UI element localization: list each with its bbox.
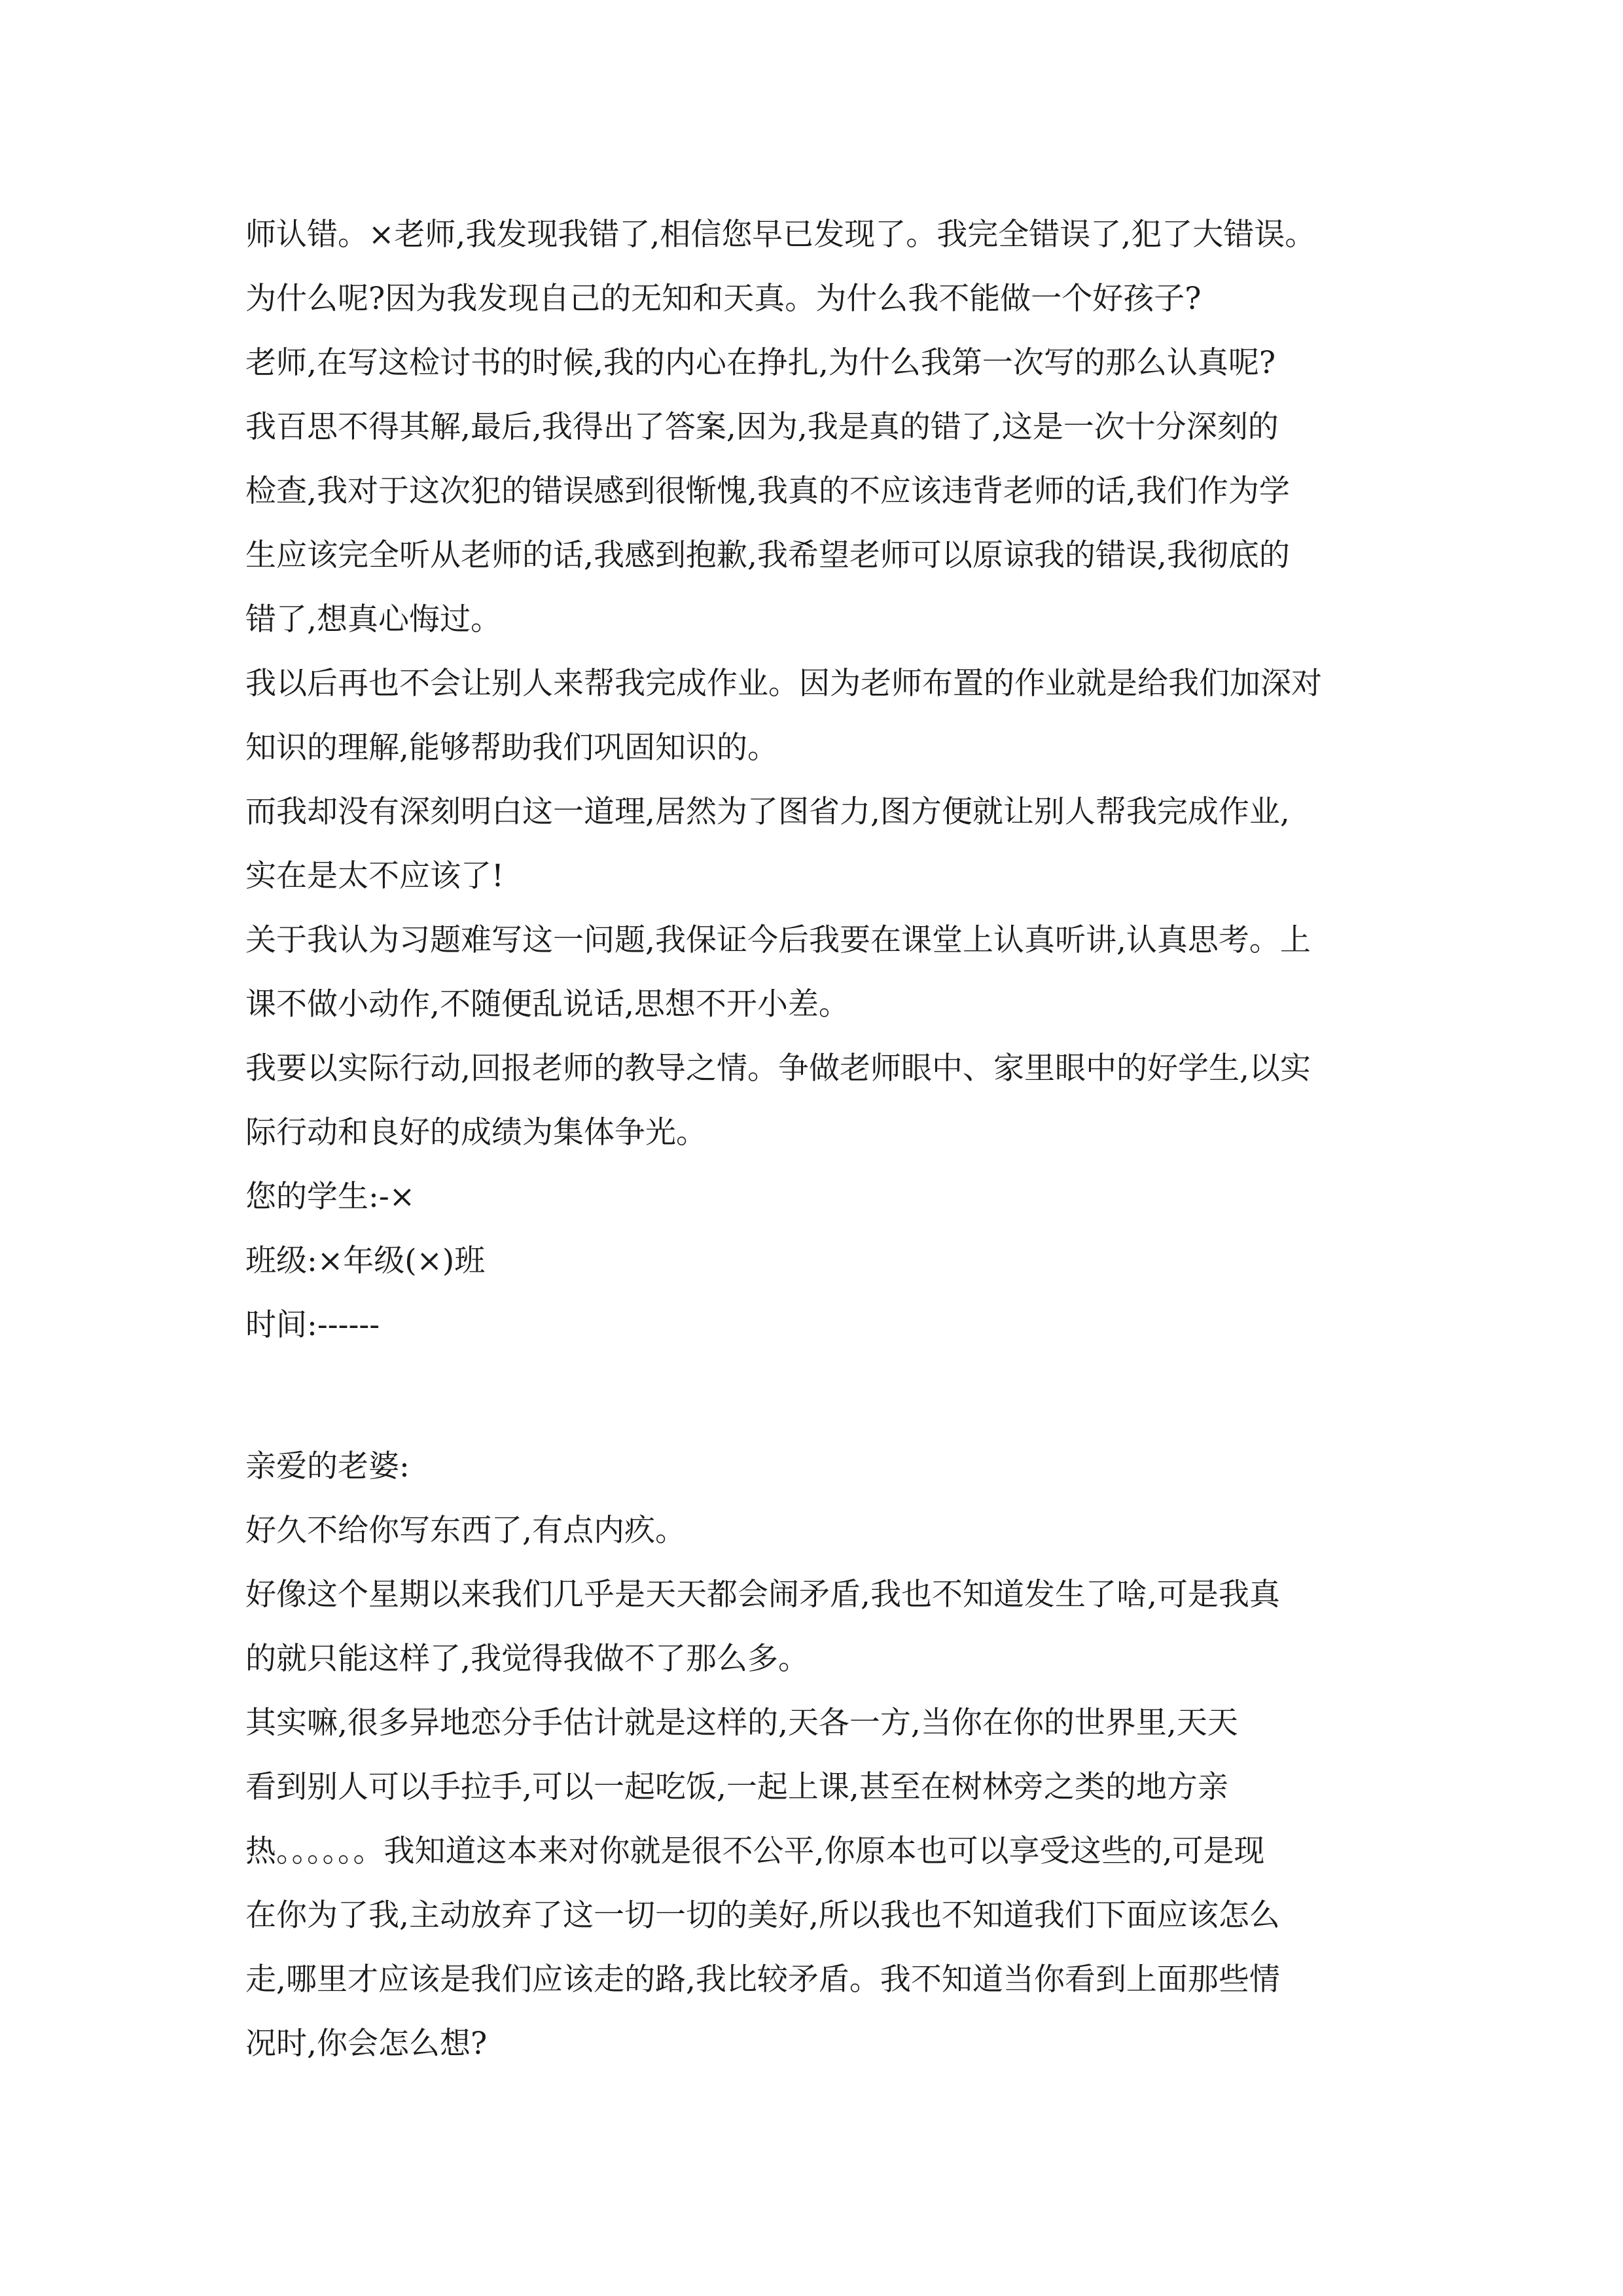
text-line: 好久不给你写东西了,有点内疚。 [245,1513,686,1549]
text-line: 为什么呢?因为我发现自己的无知和天真。为什么我不能做一个好孩子? [245,281,1202,317]
letter-salutation: 亲爱的老婆: [245,1448,410,1484]
text-line: 我以后再也不会让别人来帮我完成作业。因为老师布置的作业就是给我们加深对 [245,666,1322,702]
text-line: 际行动和良好的成绩为集体争光。 [245,1115,707,1151]
text-line: 其实嘛,很多异地恋分手估计就是这样的,天各一方,当你在你的世界里,天天 [245,1705,1238,1741]
text-line: 师认错。×老师,我发现我错了,相信您早已发现了。我完全错误了,犯了大错误。 [245,217,1316,253]
signature-class: 班级:×年级(×)班 [245,1243,486,1279]
document-page [245,203,1384,2076]
signature-student: 您的学生:-× [245,1179,416,1215]
letter-apology [245,203,1384,1357]
text-line: 实在是太不应该了! [245,858,504,894]
text-line: 生应该完全听从老师的话,我感到抱歉,我希望老师可以原谅我的错误,我彻底的 [245,537,1290,573]
text-line: 我要以实际行动,回报老师的教导之情。争做老师眼中、家里眼中的好学生,以实 [245,1050,1311,1086]
text-line: 老师,在写这检讨书的时候,我的内心在挣扎,为什么我第一次写的那么认真呢? [245,345,1276,381]
text-line: 的就只能这样了,我觉得我做不了那么多。 [245,1641,809,1677]
text-line: 在你为了我,主动放弃了这一切一切的美好,所以我也不知道我们下面应该怎么 [245,1897,1280,1933]
text-line: 知识的理解,能够帮助我们巩固知识的。 [245,730,778,766]
text-line: 关于我认为习题难写这一问题,我保证今后我要在课堂上认真听讲,认真思考。上 [245,922,1311,958]
signature-date: 时间:------ [245,1307,380,1343]
text-line: 走,哪里才应该是我们应该走的路,我比较矛盾。我不知道当你看到上面那些情 [245,1962,1280,1998]
text-line: 看到别人可以手拉手,可以一起吃饭,一起上课,甚至在树林旁之类的地方亲 [245,1769,1228,1805]
letter-to-wife [245,1435,1384,2076]
section-gap [245,1357,1384,1435]
text-line: 况时,你会怎么想? [245,2026,488,2062]
text-line: 检查,我对于这次犯的错误感到很惭愧,我真的不应该违背老师的话,我们作为学 [245,473,1290,509]
text-line: 而我却没有深刻明白这一道理,居然为了图省力,图方便就让别人帮我完成作业, [245,794,1290,830]
text-line: 我百思不得其解,最后,我得出了答案,因为,我是真的错了,这是一次十分深刻的 [245,409,1279,445]
text-line: 热。。。。。。我知道这本来对你就是很不公平,你原本也可以享受这些的,可是现 [245,1833,1265,1869]
text-line: 好像这个星期以来我们几乎是天天都会闹矛盾,我也不知道发生了啥,可是我真 [245,1577,1280,1613]
text-line: 课不做小动作,不随便乱说话,思想不开小差。 [245,986,849,1022]
text-line: 错了,想真心悔过。 [245,601,501,637]
